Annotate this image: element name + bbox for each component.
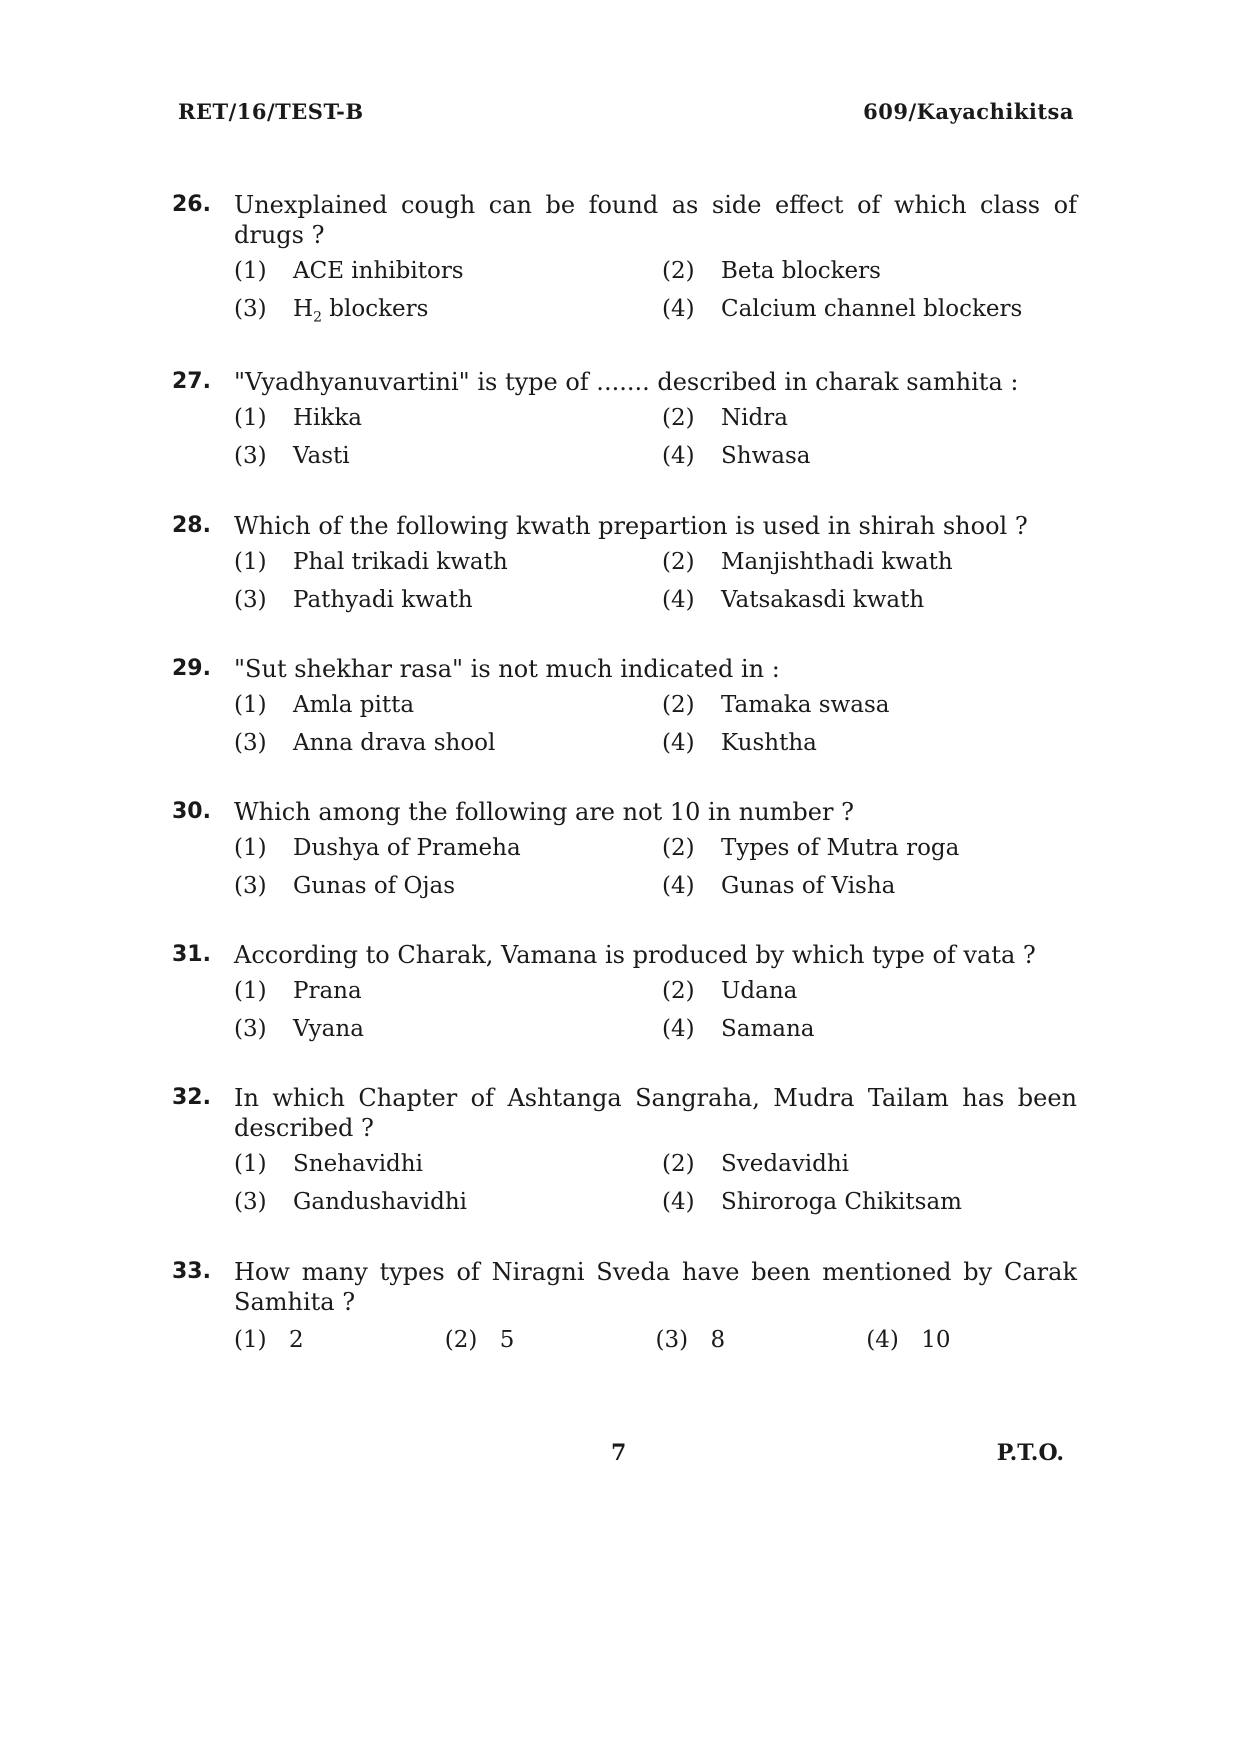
option-number: (1) [234, 1151, 267, 1177]
option-4 [662, 1187, 1072, 1217]
option-text: Beta blockers [721, 258, 881, 284]
option-text: Svedavidhi [721, 1151, 850, 1177]
option-number: (2) [662, 835, 695, 861]
question-number: 30. [172, 799, 211, 824]
question-26 [172, 190, 1077, 333]
option-text: Gunas of Visha [721, 873, 896, 899]
option-text: Gunas of Ojas [293, 873, 455, 899]
option-2 [662, 833, 1072, 863]
option-text: 2 [289, 1327, 304, 1353]
option-number: (2) [662, 978, 695, 1004]
option-text: Nidra [721, 405, 788, 431]
question-text: Unexplained cough can be found as side effect of which class of drugs ? [234, 191, 1077, 249]
option-1 [234, 1149, 662, 1179]
question-text: Which of the following kwath prepartion is used in shirah shool ? [234, 512, 1028, 540]
option-4 [662, 1014, 1072, 1044]
option-number: (3) [234, 873, 267, 899]
option-text: Snehavidhi [293, 1151, 423, 1177]
question-number: 32. [172, 1085, 211, 1110]
question-text: "Sut shekhar rasa" is not much indicated in : [234, 655, 780, 683]
option-text: 8 [710, 1327, 726, 1353]
option-text-part: blockers [321, 296, 429, 322]
options [234, 1149, 1077, 1217]
option-1 [234, 1325, 445, 1355]
option-number: (3) [234, 1016, 267, 1042]
option-number: (3) [655, 1327, 689, 1353]
pto-label: P.T.O. [996, 1440, 1064, 1466]
option-number: (3) [234, 730, 267, 756]
option-number: (2) [662, 405, 695, 431]
option-text: Tamaka swasa [721, 692, 890, 718]
question-number: 26. [172, 192, 211, 217]
option-4 [662, 728, 1072, 758]
option-text: Calcium channel blockers [721, 296, 1023, 322]
option-4 [866, 1325, 1077, 1355]
option-2 [662, 547, 1072, 577]
option-number: (1) [234, 978, 267, 1004]
option-number: (2) [662, 692, 695, 718]
option-text: Samana [721, 1016, 815, 1042]
question-text: In which Chapter of Ashtanga Sangraha, Mudra Tailam has been described ? [234, 1084, 1077, 1142]
option-text: Hikka [293, 405, 362, 431]
option-subscript: 2 [313, 309, 322, 326]
question-27 [172, 367, 1077, 471]
option-2 [445, 1325, 656, 1355]
question-32 [172, 1083, 1077, 1217]
option-number: (3) [234, 1189, 267, 1215]
question-28 [172, 511, 1077, 615]
option-text: Vatsakasdi kwath [721, 587, 925, 613]
option-number: (4) [662, 587, 695, 613]
option-3 [234, 871, 662, 901]
question-number: 33. [172, 1259, 211, 1284]
option-text: Pathyadi kwath [293, 587, 473, 613]
option-2 [662, 256, 1072, 286]
option-number: (4) [662, 296, 695, 322]
option-text: Kushtha [721, 730, 817, 756]
option-number: (1) [234, 835, 267, 861]
question-text: "Vyadhyanuvartini" is type of ....... described in charak samhita : [234, 368, 1019, 396]
option-text: Vyana [293, 1016, 364, 1042]
option-number: (1) [234, 1327, 267, 1353]
question-text: According to Charak, Vamana is produced by which type of vata ? [234, 941, 1036, 969]
question-text: Which among the following are not 10 in number ? [234, 798, 854, 826]
option-text: Prana [293, 978, 362, 1004]
option-1 [234, 833, 662, 863]
option-1 [234, 976, 662, 1006]
option-number: (2) [662, 549, 695, 575]
question-text: How many types of Niragni Sveda have been mentioned by Carak Samhita ? [234, 1258, 1077, 1316]
option-3 [656, 1325, 867, 1355]
option-2 [662, 403, 1072, 433]
option-text: Shwasa [721, 443, 811, 469]
option-number: (4) [662, 730, 695, 756]
option-3 [234, 1187, 662, 1217]
option-text: Types of Mutra roga [721, 835, 960, 861]
option-2 [662, 690, 1072, 720]
option-number: (2) [662, 1151, 695, 1177]
option-text: Anna drava shool [293, 730, 496, 756]
option-4 [662, 871, 1072, 901]
option-text: Dushya of Prameha [293, 835, 521, 861]
options [234, 833, 1077, 901]
option-1 [234, 547, 662, 577]
option-number: (4) [662, 443, 695, 469]
option-number: (4) [662, 873, 695, 899]
option-text: Amla pitta [293, 692, 415, 718]
question-29 [172, 654, 1077, 758]
option-4 [662, 441, 1072, 471]
options [234, 1325, 1077, 1355]
option-4 [662, 585, 1072, 615]
options [234, 256, 1077, 333]
question-number: 27. [172, 369, 211, 394]
option-3 [234, 728, 662, 758]
option-text: Shiroroga Chikitsam [721, 1189, 962, 1215]
options [234, 690, 1077, 758]
page-number: 7 [611, 1440, 627, 1466]
option-2 [662, 976, 1072, 1006]
question-number: 29. [172, 656, 211, 681]
option-1 [234, 256, 662, 286]
options [234, 403, 1077, 471]
option-3 [234, 294, 662, 333]
option-text [293, 294, 428, 333]
option-number: (4) [662, 1189, 695, 1215]
options [234, 976, 1077, 1044]
option-number: (2) [444, 1327, 478, 1353]
question-33 [172, 1257, 1077, 1355]
options [234, 547, 1077, 615]
option-text: 5 [499, 1327, 515, 1353]
option-text: 10 [921, 1327, 951, 1353]
option-1 [234, 403, 662, 433]
question-30 [172, 797, 1077, 901]
header-paper-code: RET/16/TEST-B [178, 99, 364, 124]
option-number: (1) [234, 549, 267, 575]
question-number: 31. [172, 942, 211, 967]
option-number: (3) [234, 443, 267, 469]
option-text: Manjishthadi kwath [721, 549, 953, 575]
question-31 [172, 940, 1077, 1044]
option-number: (3) [234, 587, 267, 613]
option-number: (2) [662, 258, 695, 284]
option-number: (1) [234, 258, 267, 284]
option-3 [234, 585, 662, 615]
option-text: Udana [721, 978, 798, 1004]
option-number: (4) [866, 1327, 899, 1353]
option-number: (3) [234, 296, 267, 322]
option-text: ACE inhibitors [293, 258, 464, 284]
option-3 [234, 1014, 662, 1044]
option-number: (1) [234, 405, 267, 431]
option-number: (4) [662, 1016, 695, 1042]
header-subject: 609/Kayachikitsa [863, 99, 1074, 124]
option-text: Vasti [293, 443, 350, 469]
option-text: Gandushavidhi [293, 1189, 468, 1215]
option-3 [234, 441, 662, 471]
option-2 [662, 1149, 1072, 1179]
option-text: Phal trikadi kwath [293, 549, 508, 575]
option-1 [234, 690, 662, 720]
question-number: 28. [172, 513, 211, 538]
option-number: (1) [234, 692, 267, 718]
option-text-part: H [293, 296, 314, 322]
option-4 [662, 294, 1072, 333]
